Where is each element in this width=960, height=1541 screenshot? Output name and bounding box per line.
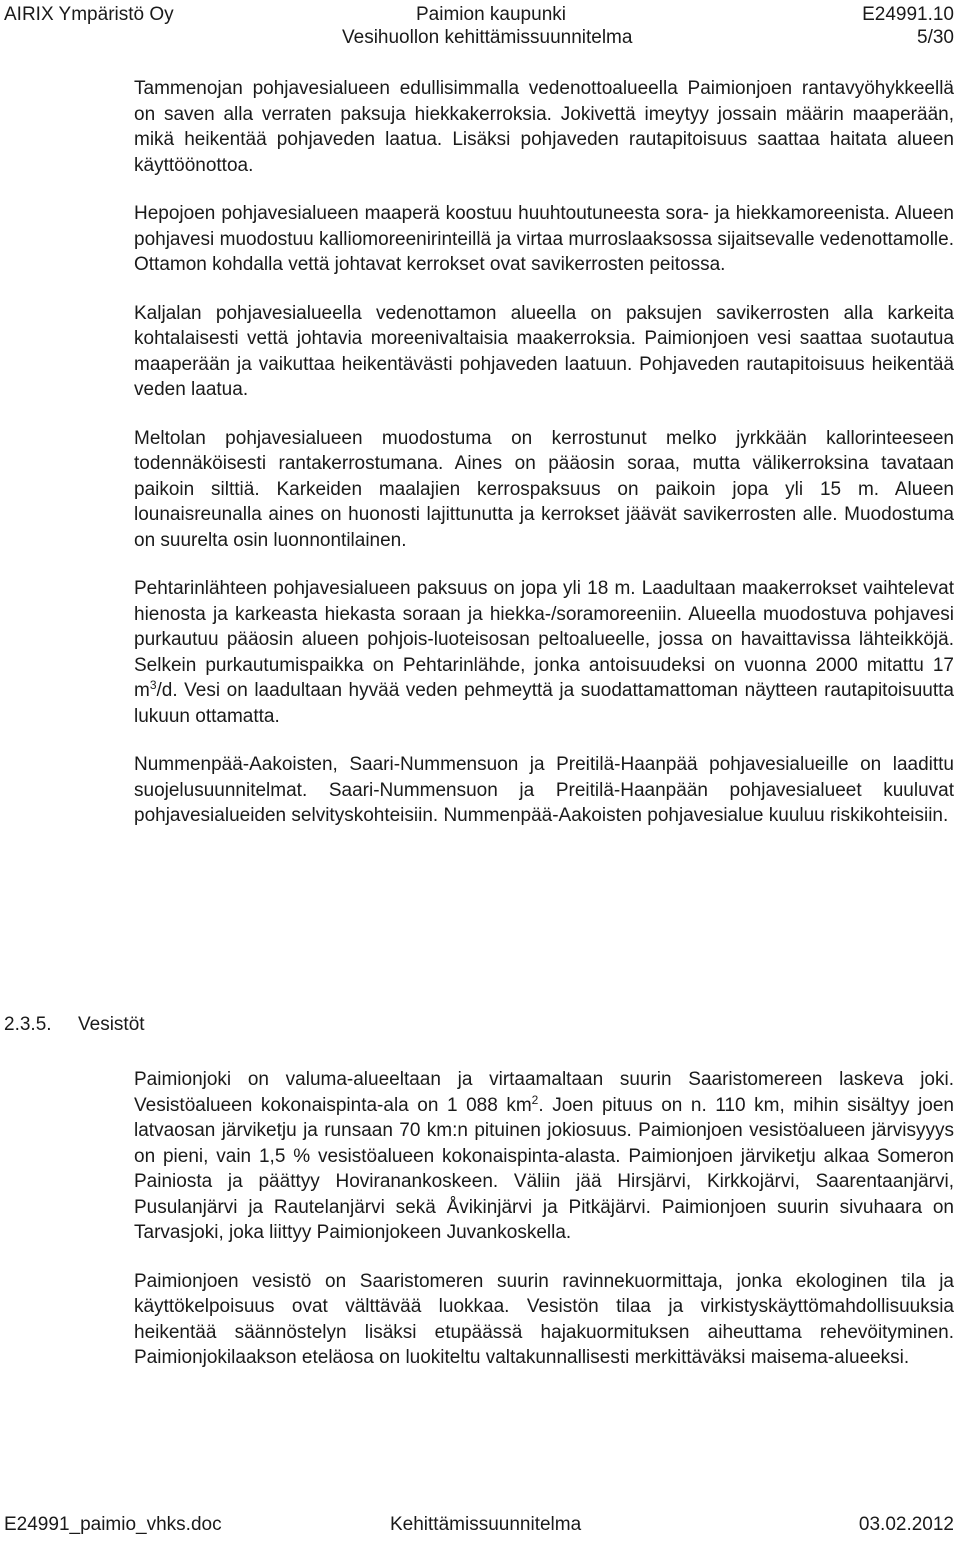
header-company: AIRIX Ympäristö Oy — [4, 4, 174, 25]
paragraph-hepojoki: Hepojoen pohjavesialueen maaperä koostuu huuhtoutuneesta sora- ja hiekkamoreenista. Alueen pohjavesi muodostuu kalliomoreenirinteillä ja virtaa murroslaaksossa sijaitsevalle vedenottamolle. Ottamon kohdalla vettä johtavat kerrokset ovat savikerrosten peitossa. — [134, 203, 954, 275]
section-number: 2.3.5. — [4, 1014, 52, 1035]
paragraph-tammenoja: Tammenojan pohjavesialueen edullisimmalla vedenottoalueella Paimionjoen rantavyöhykkeellä on saven alla verraten paksuja hiekkakerroksia. Jokivettä imeytyy jossain määrin maaperään, mikä heikentää pohjaveden laatua. Lisäksi pohjaveden rautapitoisuus saattaa haitata alueen käyttöönottoa. — [134, 78, 954, 176]
page-footer — [0, 1513, 960, 1539]
paragraph-pehtarinlahde-text-a: Pehtarinlähteen pohjavesialueen paksuus on jopa yli 18 m. Laadultaan maakerrokset vaihtelevat hienosta ja karkeasta hiekasta soraan ja hiekka-/soramoreeniin. Alueella muodostuva pohjavesi purkautuu pääosin alueen pohjois-luoteisosan peltoalueelle, jossa on havaittavissa lähteikköjä. Selkein purkautumispaikka on Pehtarinlähde, jonka antoisuudeksi on vuonna 2000 mitattu 17 m — [134, 578, 954, 701]
section-heading — [4, 1012, 145, 1038]
paragraph-suojelusuunnitelmat: Nummenpää-Aakoisten, Saari-Nummensuon ja Preitilä-Haanpää pohjavesialueille on laadittu suojelusuunnitelmat. Saari-Nummensuon ja Preitilä-Haanpään pohjavesialueet kuuluvat pohjavesialueiden selvityskohteisiin. Nummenpää-Aakoisten pohjavesialue kuuluu riskikohteisiin. — [134, 754, 954, 826]
page-header — [0, 0, 960, 50]
paragraph-paimionjoki-text-b: . Joen pituus on n. 110 km, mihin sisältyy joen latvaosan järviketju ja runsaan 70 km:n pituinen jokiosuus. Paimionjoen vesistöalueen järvisyyys on pieni, vain 1,5 % vesistöalueen kokonaispinta-alasta. Paimionjoen järviketju alkaa Someron Painiosta ja päättyy Hoviranankoskeen. Väliin jää Hirsjärvi, Kirkkojärvi, Saarentaanjärvi, Pusulanjärvi ja Rautelanjärvi sekä Åvikinjärvi ja Pitkäjärvi. Paimionjoen suurin sivuhaara on Tarvasjoki, joka liittyy Paimionjokeen Juvankoskella. — [134, 1094, 954, 1243]
footer-doc-type: Kehittämissuunnitelma — [390, 1514, 582, 1535]
section-title: Vesistöt — [78, 1014, 145, 1035]
paragraph-pehtarinlahde-text-b: /d. Vesi on laadultaan hyvää veden pehmeyttä ja suodattamattoman näytteen rautapitoisuutta lukuun ottamatta. — [134, 680, 954, 727]
section-body-text — [134, 1067, 954, 1394]
paragraph-paimionjoki-text-a: Paimionjoki on valuma-alueeltaan ja virtaamaltaan suurin Saaristomereen laskeva joki. Vesistöalueen kokonaispinta-ala on 1 088 km — [134, 1069, 954, 1116]
superscript-cubic: 3 — [149, 678, 157, 692]
header-page-number: 5/30 — [917, 27, 954, 48]
footer-date: 03.02.2012 — [858, 1514, 954, 1535]
header-doc-title: Vesihuollon kehittämissuunnitelma — [342, 27, 633, 48]
superscript-square: 2 — [531, 1092, 539, 1107]
paragraph-kaljala: Kaljalan pohjavesialueella vedenottamon alueella on paksujen savikerrosten alla karkeita kohtalaisesti vettä johtavia moreenivaltaisia maakerroksia. Paimionjoen vesi saattaa suotautua maaperään ja vaikuttaa heikentävästi pohjaveden laatuun. Pohjaveden rautapitoisuus heikentää veden laatua. — [134, 302, 954, 400]
footer-filename: E24991_paimio_vhks.doc — [4, 1514, 222, 1535]
paragraph-paimionjoki — [134, 1067, 954, 1246]
header-doc-id: E24991.10 — [862, 4, 954, 25]
paragraph-meltola: Meltolan pohjavesialueen muodostuma on kerrostunut melko jyrkkään kallorinteeseen todennäköisesti rantakerrostumana. Aines on pääosin soraa, mutta välikerroksina tavataan paikoin silttiä. Karkeiden maalajien kerrospaksuus on paikoin jopa yli 15 m. Alueen lounaisreunalla aines on huonosti lajittunutta ja kerrokset jäävät savikerrosten alle. Muodostuma on suurelta osin luonnontilainen. — [134, 427, 954, 551]
body-text — [134, 76, 954, 852]
paragraph-pehtarinlahde — [134, 576, 954, 729]
header-client: Paimion kaupunki — [416, 4, 566, 25]
paragraph-vesisto-tila: Paimionjoen vesistö on Saaristomeren suurin ravinnekuormittaja, jonka ekologinen tila ja käyttökelpoisuus ovat välttävää luokkaa. Vesistön tilaa ja virkistyskäyttömahdollisuuksia heikentää säännöstelyn lisäksi etupäässä hajakuormituksen aiheuttama rehevöityminen. Paimionjokilaakson eteläosa on luokiteltu valtakunnallisesti merkittäväksi maisema-alueeksi. — [134, 1270, 954, 1368]
